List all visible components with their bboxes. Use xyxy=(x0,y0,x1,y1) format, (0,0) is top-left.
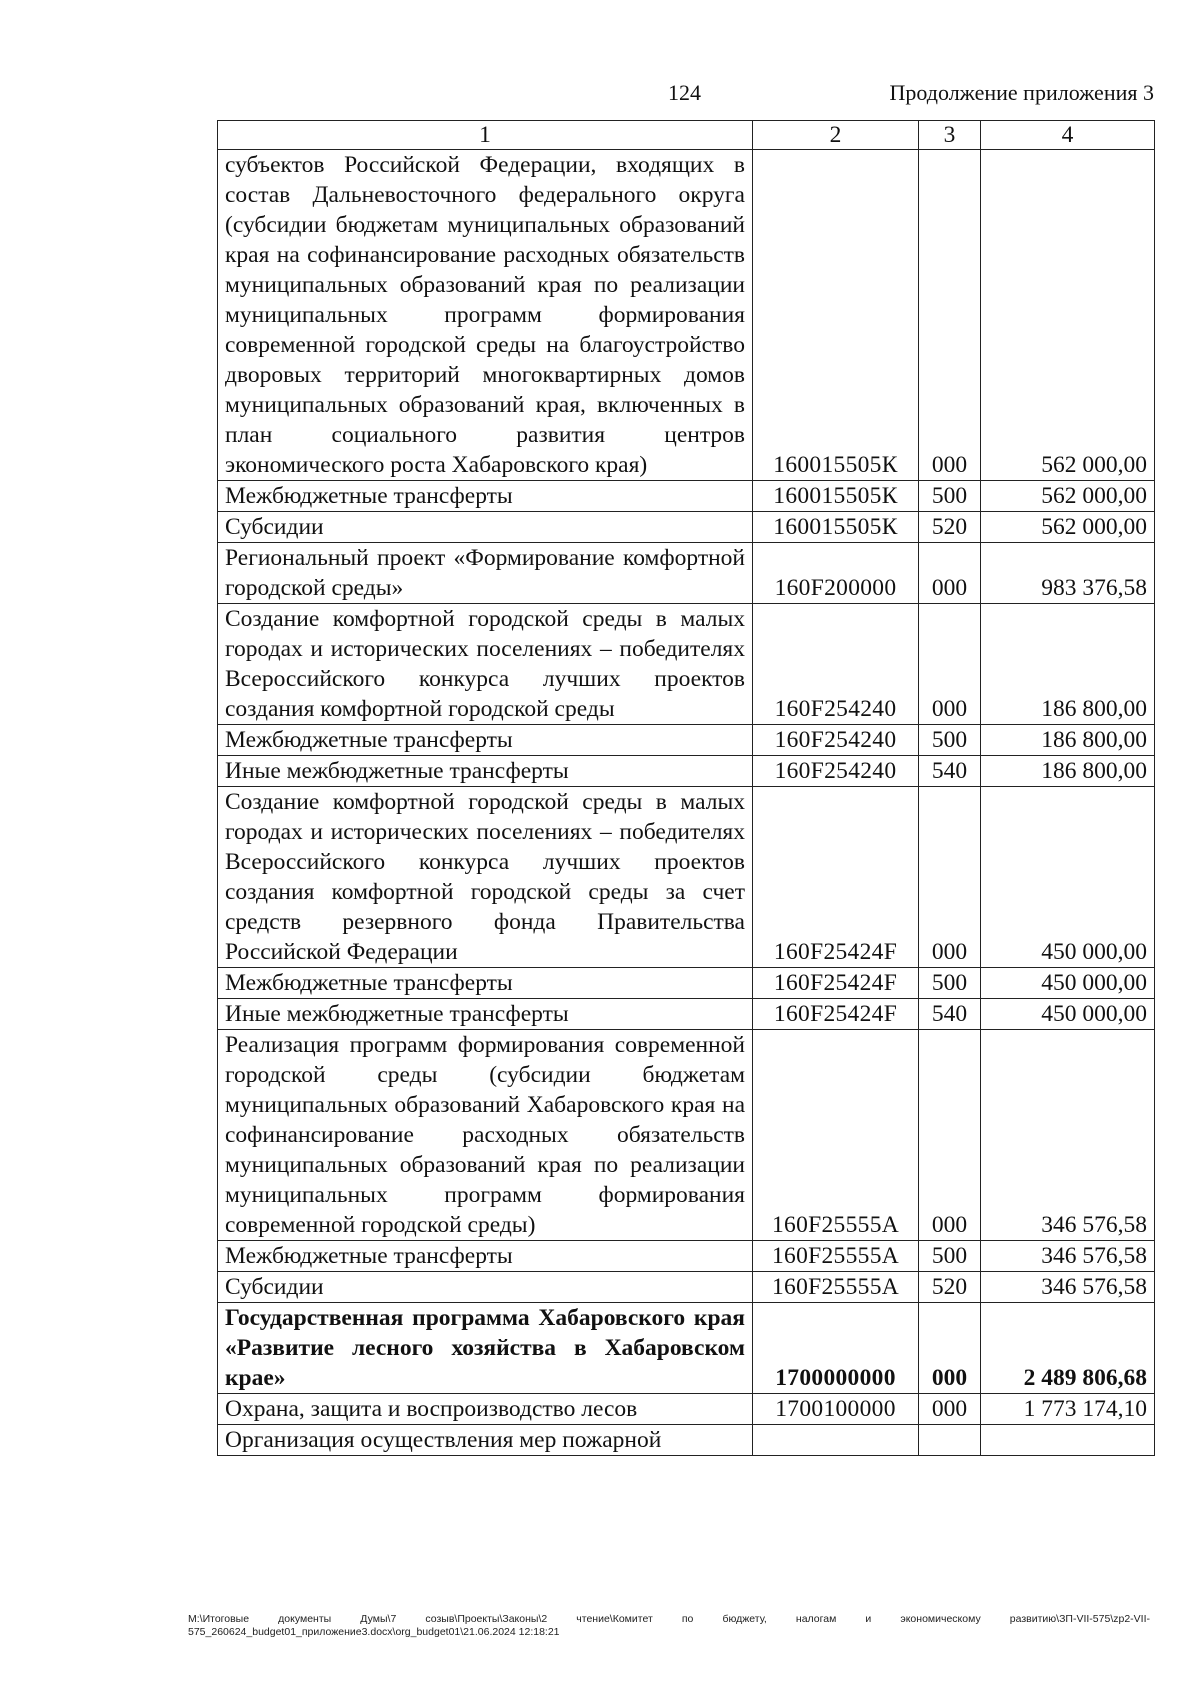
row-amount-cell: 346 576,58 xyxy=(981,1241,1155,1272)
row-type-cell: 500 xyxy=(919,725,981,756)
row-name-cell: Межбюджетные трансферты xyxy=(218,481,753,512)
row-name-cell: Охрана, защита и воспроизводство лесов xyxy=(218,1394,753,1425)
row-amount-cell: 562 000,00 xyxy=(981,150,1155,481)
table-row xyxy=(218,1425,1155,1456)
table-row xyxy=(218,725,1155,756)
table-row xyxy=(218,1241,1155,1272)
row-type-cell: 000 xyxy=(919,1303,981,1394)
row-name-cell: Межбюджетные трансферты xyxy=(218,968,753,999)
row-code-cell: 160F254240 xyxy=(753,725,919,756)
row-code-cell: 160F25424F xyxy=(753,999,919,1030)
table-row xyxy=(218,512,1155,543)
row-amount-cell: 450 000,00 xyxy=(981,999,1155,1030)
row-name-cell: Иные межбюджетные трансферты xyxy=(218,756,753,787)
row-code-cell xyxy=(753,1425,919,1456)
row-amount-cell: 186 800,00 xyxy=(981,756,1155,787)
row-name-cell: Создание комфортной городской среды в малых городах и исторических поселениях – победителях Всероссийского конкурса лучших проектов создания комфортной городской среды xyxy=(218,604,753,725)
continuation-label: Продолжение приложения 3 xyxy=(889,80,1154,105)
row-code-cell: 160F25555А xyxy=(753,1030,919,1241)
table-row xyxy=(218,543,1155,604)
row-name-cell: Создание комфортной городской среды в малых городах и исторических поселениях – победителях Всероссийского конкурса лучших проектов создания комфортной городской среды за счет средств резервного фонда Правительства Российской Федерации xyxy=(218,787,753,968)
table-row xyxy=(218,756,1155,787)
row-type-cell: 000 xyxy=(919,787,981,968)
row-type-cell: 500 xyxy=(919,1241,981,1272)
table-row xyxy=(218,150,1155,481)
table-row xyxy=(218,1272,1155,1303)
column-header: 3 xyxy=(919,121,981,150)
row-code-cell: 1700100000 xyxy=(753,1394,919,1425)
row-amount-cell: 562 000,00 xyxy=(981,481,1155,512)
row-type-cell: 540 xyxy=(919,756,981,787)
row-amount-cell: 2 489 806,68 xyxy=(981,1303,1155,1394)
row-code-cell: 160F200000 xyxy=(753,543,919,604)
row-code-cell: 160015505К xyxy=(753,481,919,512)
table-row xyxy=(218,1303,1155,1394)
row-type-cell: 000 xyxy=(919,150,981,481)
document-path-footer: М:\Итоговые документы Думы\7 созыв\Проекты\Законы\2 чтение\Комитет по бюджету, налогам и экономическому развитию\ЗП-VII-575\zp2-VII-575_260624_budget01_приложение3.docx\org_budget01\21.06.2024 12:18:21 xyxy=(188,1613,1150,1638)
row-name-cell: Субсидии xyxy=(218,512,753,543)
table-row xyxy=(218,604,1155,725)
row-code-cell: 160F254240 xyxy=(753,604,919,725)
row-name-cell: Реализация программ формирования современной городской среды (субсидии бюджетам муниципальных образований Хабаровского края на софинансирование расходных обязательств муниципальных образований края по реализации муниципальных программ формирования современной городской среды) xyxy=(218,1030,753,1241)
row-type-cell: 500 xyxy=(919,968,981,999)
column-header: 2 xyxy=(753,121,919,150)
row-type-cell: 520 xyxy=(919,512,981,543)
column-header: 1 xyxy=(218,121,753,150)
page-number: 124 xyxy=(668,80,701,105)
row-type-cell: 000 xyxy=(919,543,981,604)
row-type-cell: 500 xyxy=(919,481,981,512)
table-row xyxy=(218,968,1155,999)
row-amount-cell: 1 773 174,10 xyxy=(981,1394,1155,1425)
row-code-cell: 160F25555А xyxy=(753,1241,919,1272)
row-name-cell: Субсидии xyxy=(218,1272,753,1303)
column-header: 4 xyxy=(981,121,1155,150)
row-type-cell: 540 xyxy=(919,999,981,1030)
row-amount-cell: 346 576,58 xyxy=(981,1272,1155,1303)
row-name-cell: Иные межбюджетные трансферты xyxy=(218,999,753,1030)
table-row xyxy=(218,481,1155,512)
row-name-cell: Межбюджетные трансферты xyxy=(218,1241,753,1272)
row-code-cell: 160F25555А xyxy=(753,1272,919,1303)
row-amount-cell: 450 000,00 xyxy=(981,787,1155,968)
row-amount-cell: 346 576,58 xyxy=(981,1030,1155,1241)
row-type-cell: 000 xyxy=(919,1030,981,1241)
table-row xyxy=(218,787,1155,968)
row-name-cell: Межбюджетные трансферты xyxy=(218,725,753,756)
table-row xyxy=(218,1394,1155,1425)
row-amount-cell: 186 800,00 xyxy=(981,725,1155,756)
row-amount-cell: 562 000,00 xyxy=(981,512,1155,543)
row-type-cell: 000 xyxy=(919,604,981,725)
table-body xyxy=(218,150,1155,1456)
table-row xyxy=(218,1030,1155,1241)
row-name-cell: Организация осуществления мер пожарной xyxy=(218,1425,753,1456)
table-row xyxy=(218,999,1155,1030)
row-name-cell: Региональный проект «Формирование комфортной городской среды» xyxy=(218,543,753,604)
row-name-cell: Государственная программа Хабаровского края «Развитие лесного хозяйства в Хабаровском крае» xyxy=(218,1303,753,1394)
row-code-cell: 1700000000 xyxy=(753,1303,919,1394)
row-type-cell xyxy=(919,1425,981,1456)
row-amount-cell: 983 376,58 xyxy=(981,543,1155,604)
row-code-cell: 160F254240 xyxy=(753,756,919,787)
row-type-cell: 000 xyxy=(919,1394,981,1425)
row-code-cell: 160F25424F xyxy=(753,787,919,968)
row-code-cell: 160F25424F xyxy=(753,968,919,999)
table-header-row xyxy=(218,121,1155,150)
row-code-cell: 160015505К xyxy=(753,150,919,481)
budget-table xyxy=(217,120,1155,1456)
row-amount-cell: 186 800,00 xyxy=(981,604,1155,725)
row-name-cell: субъектов Российской Федерации, входящих в состав Дальневосточного федерального округа (субсидии бюджетам муниципальных образований края на софинансирование расходных обязательств муниципальных образований края по реализации муниципальных программ формирования современной городской среды на благоустройство дворовых территорий многоквартирных домов муниципальных образований края, включенных в план социального развития центров экономического роста Хабаровского края) xyxy=(218,150,753,481)
row-amount-cell: 450 000,00 xyxy=(981,968,1155,999)
row-code-cell: 160015505К xyxy=(753,512,919,543)
row-amount-cell xyxy=(981,1425,1155,1456)
row-type-cell: 520 xyxy=(919,1272,981,1303)
